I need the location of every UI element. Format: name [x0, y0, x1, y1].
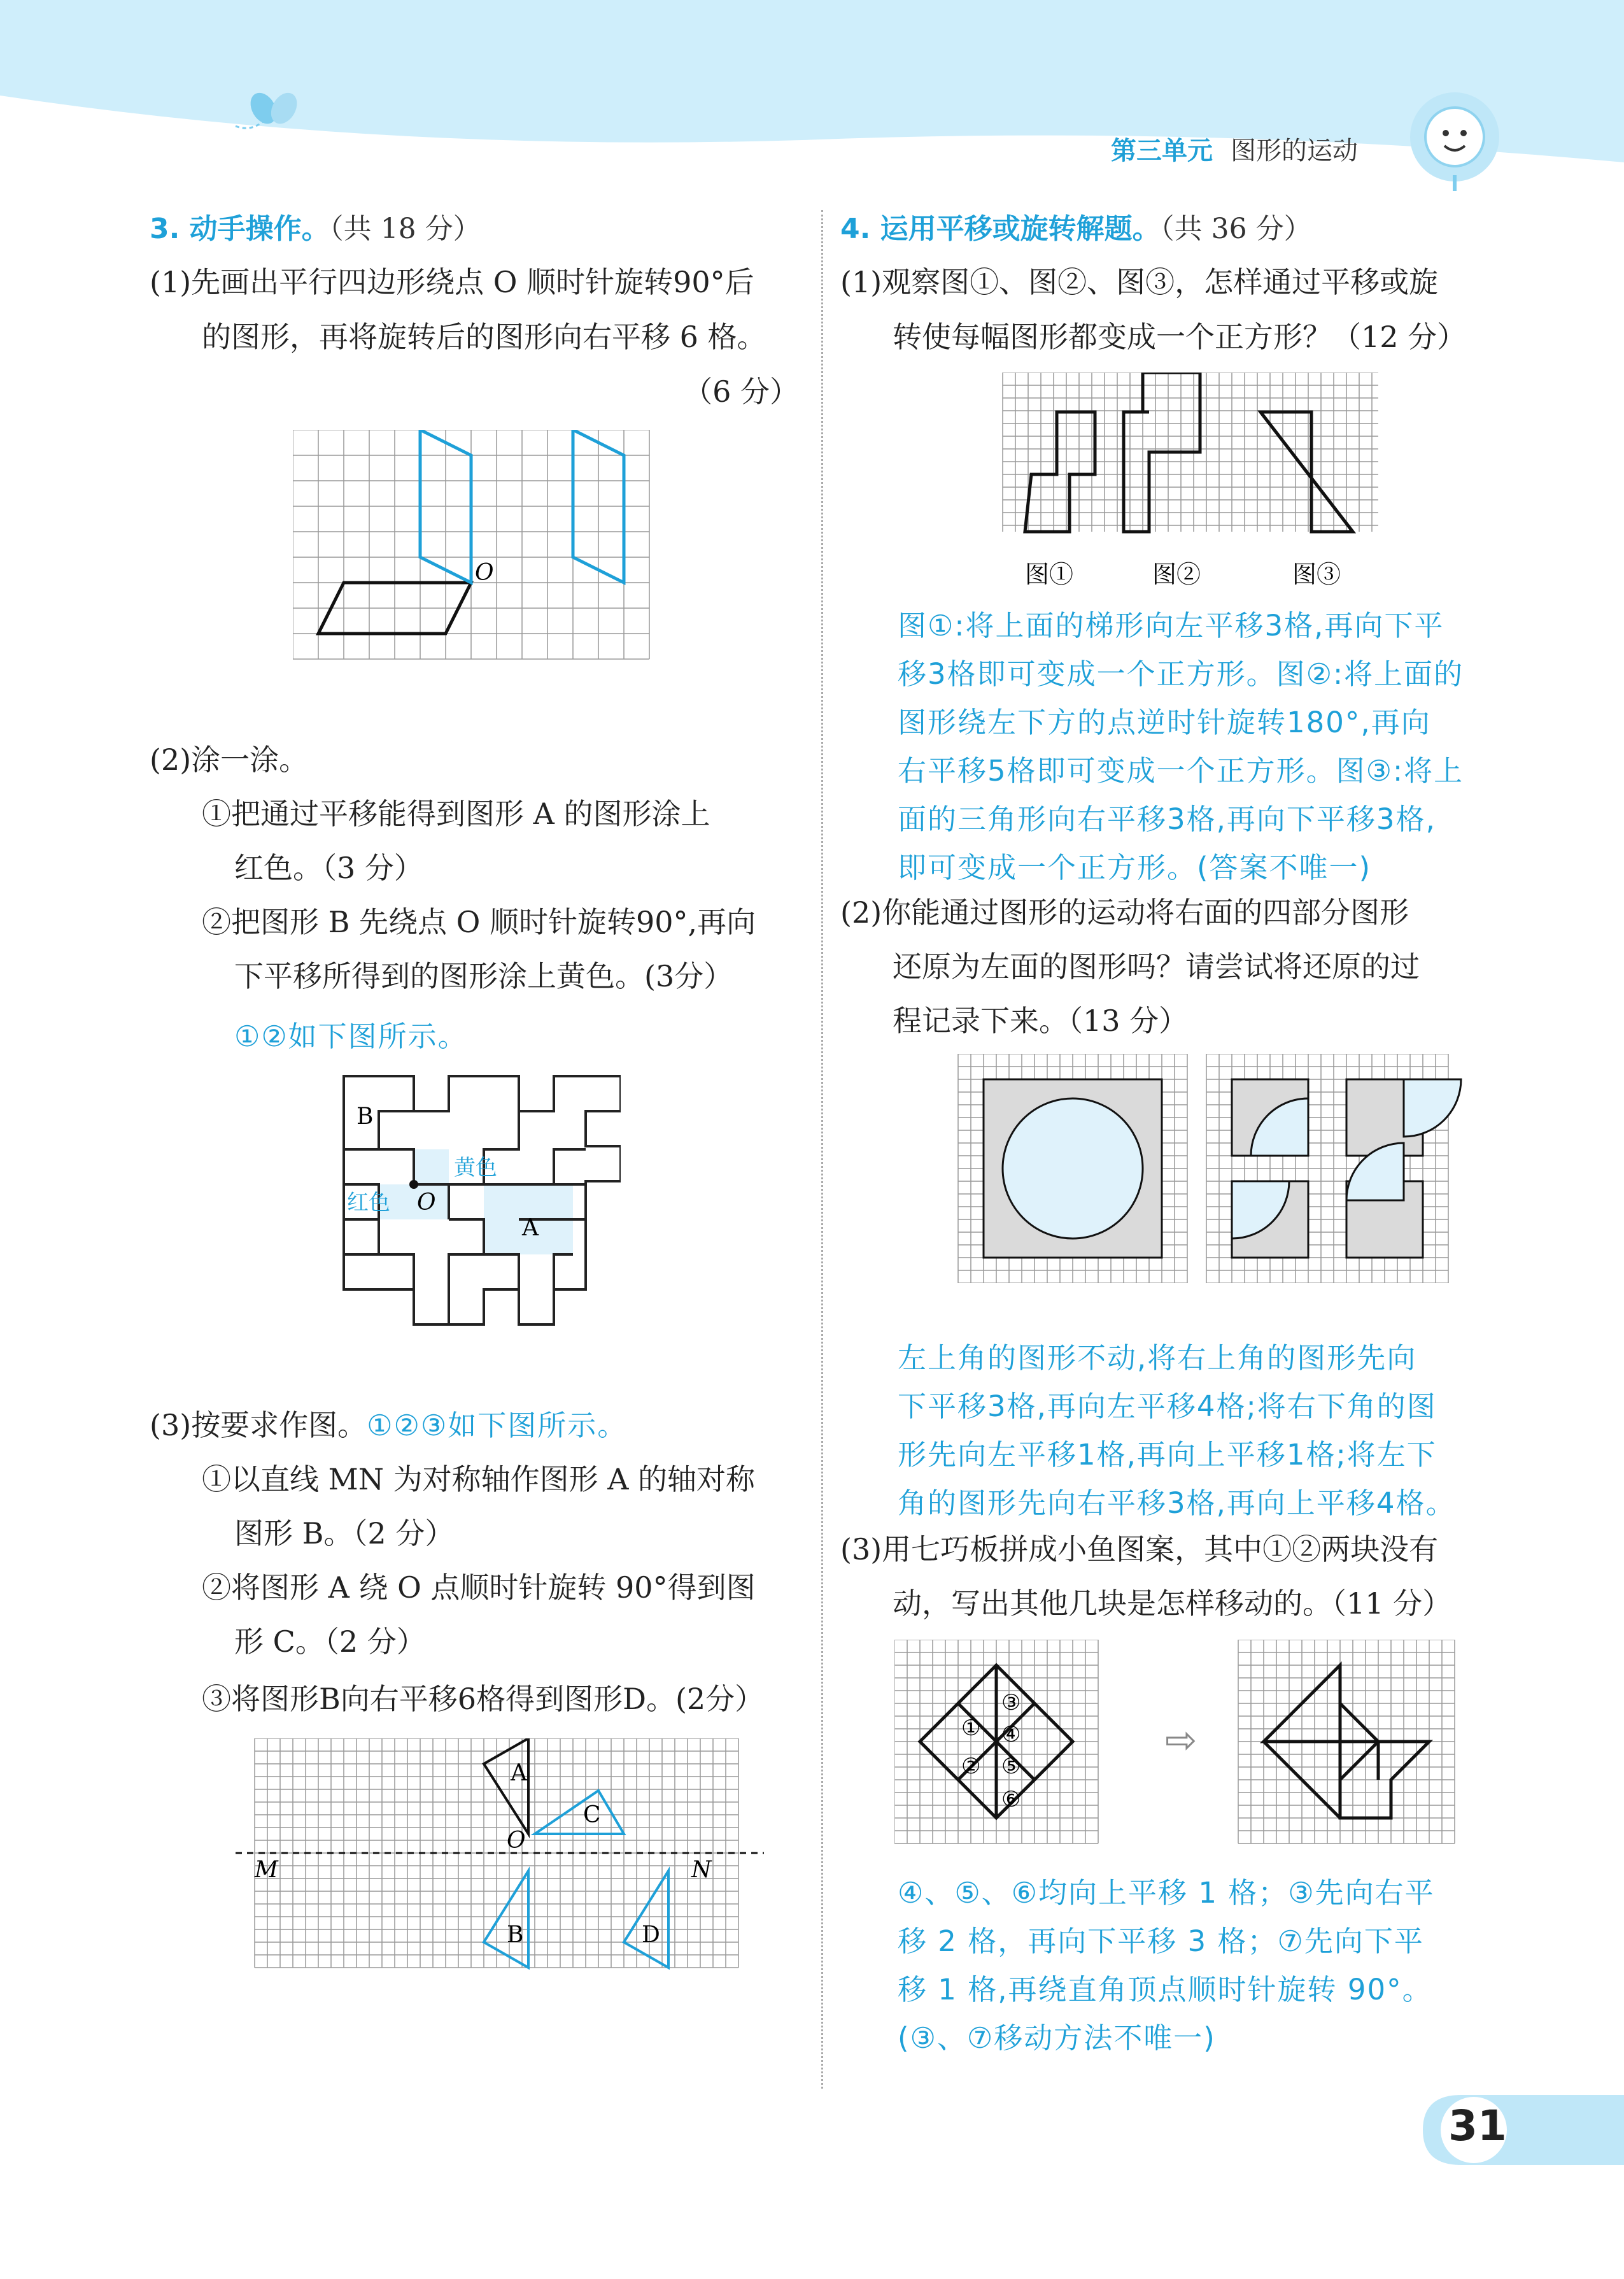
q3-title: 3. 动手操作。（共 18 分）	[150, 213, 481, 245]
q3-p2-b-line2: 下平移所得到的图形涂上黄色。(3分）	[234, 959, 733, 993]
caption-fig1: 图①	[1025, 560, 1074, 588]
q3-p3-a-line2: 图形 B。（2 分）	[234, 1516, 455, 1551]
q4-p1-line2: 转使每幅图形都变成一个正方形？（12 分）	[893, 320, 1467, 354]
q4-p2-line1: (2)你能通过图形的运动将右面的四部分图形	[840, 895, 1409, 930]
q4-p3-line1: (3)用七巧板拼成小鱼图案，其中①②两块没有	[840, 1532, 1439, 1566]
q4-p1-answer: 图①:将上面的梯形向左平移3格,再向下平 移3格即可变成一个正方形。图②:将上面的 图形绕左下方的点逆时针旋转180°,再向 右平移5格即可变成一个正方形。图③:将上 面的三角形向右平移3格,再向下平移3格, 即可变成一个正方形。(答案不唯一)	[898, 609, 1464, 884]
three-shapes-figure	[999, 373, 1381, 608]
label-c: C	[583, 1802, 601, 1828]
arrow-icon: ⇨	[1165, 1718, 1197, 1763]
q3-p1-line1: (1)先画出平行四边形绕点 O 顺时针旋转90°后	[150, 265, 754, 299]
label-a: A	[511, 1760, 527, 1786]
caption-fig2: 图②	[1152, 560, 1201, 588]
q4-title: 4. 运用平移或旋转解题。（共 36 分）	[840, 213, 1312, 245]
unit-label: 第三单元	[1111, 136, 1213, 166]
q4-p3-answer: ④、⑤、⑥均向上平移 1 格；③先向右平 移 2 格，再向下平移 3 格；⑦先向下平 移 1 格,再绕直角顶点顺时针旋转 90°。 (③、⑦移动方法不唯一)	[898, 1876, 1435, 2055]
point-o	[409, 1180, 418, 1189]
label-n: N	[691, 1857, 712, 1883]
label-yellow: 黄色	[454, 1155, 497, 1181]
q3-p3-b-line2: 形 C。（2 分）	[234, 1624, 426, 1659]
q3-p2-b-line1: ②把图形 B 先绕点 O 顺时针旋转90°,再向	[202, 905, 756, 939]
header-title	[1111, 131, 1358, 167]
symmetry-grid-figure	[229, 1738, 770, 1974]
q3-p2-answer: ①②如下图所示。	[234, 1019, 468, 1053]
q3-p3-b-line1: ②将图形 A 绕 O 点顺时针旋转 90°得到图	[202, 1570, 756, 1605]
q3-p2-a-line1: ①把通过平移能得到图形 A 的图形涂上	[202, 797, 710, 831]
q4-p3-line2: 动，写出其他几块是怎样移动的。（11 分）	[893, 1586, 1452, 1621]
label-m: M	[255, 1857, 278, 1883]
svg-text:①: ①	[961, 1715, 981, 1741]
label-b: B	[507, 1922, 524, 1948]
svg-text:③: ③	[1001, 1690, 1021, 1715]
page-number-tab	[1423, 2089, 1624, 2171]
rotation-grid-figure	[293, 430, 656, 665]
q3-p3-a-line1: ①以直线 MN 为对称轴作图形 A 的轴对称	[202, 1462, 756, 1496]
q3-p3-c: ③将图形B向右平移6格得到图形D。(2分）	[202, 1682, 765, 1716]
shape-fig1	[1025, 412, 1095, 532]
fish-shape	[1264, 1665, 1429, 1818]
svg-text:④: ④	[1001, 1722, 1021, 1747]
svg-text:⑤: ⑤	[1001, 1754, 1021, 1779]
q3-p3-answer: ①②③如下图所示。	[367, 1409, 628, 1442]
label-b: B	[357, 1104, 374, 1130]
q3-p2-title: (2)涂一涂。	[150, 742, 309, 777]
column-divider	[821, 210, 823, 2089]
q4-p2-line3: 程记录下来。（13 分）	[893, 1004, 1189, 1038]
label-o: O	[507, 1828, 526, 1854]
shape-fig2	[1124, 373, 1200, 532]
label-d: D	[642, 1922, 660, 1948]
label-o: O	[417, 1189, 436, 1216]
page-number: 31	[1448, 2101, 1507, 2150]
puzzle-figure	[341, 1073, 621, 1328]
svg-text:②: ②	[961, 1754, 981, 1779]
header-banner	[0, 0, 1624, 191]
q3-p1-points: （6 分）	[683, 374, 799, 409]
q3-p2-a-line2: 红色。（3 分）	[234, 851, 423, 885]
label-a: A	[522, 1215, 539, 1241]
question-3	[150, 204, 799, 419]
q3-p3-title-row: (3)按要求作图。①②③如下图所示。	[150, 1408, 628, 1442]
svg-text:⑥: ⑥	[1001, 1787, 1021, 1812]
topic-label: 图形的运动	[1231, 136, 1358, 166]
tangram-figure	[894, 1640, 1493, 1850]
sunflower-icon	[1410, 92, 1499, 191]
yellow-region	[414, 1149, 449, 1184]
q4-p1-line1: (1)观察图①、图②、图③，怎样通过平移或旋	[840, 265, 1439, 299]
original-circle	[1003, 1098, 1143, 1239]
q4-p2-answer: 左上角的图形不动,将右上角的图形先向 下平移3格,再向左平移4格;将右下角的图 形先向左平移1格,再向上平移1格;将左下 角的图形先向右平移3格,再向上平移4格。	[898, 1341, 1456, 1520]
q4-p2-line2: 还原为左面的图形吗？请尝试将还原的过	[893, 949, 1420, 984]
question-4	[840, 204, 1509, 364]
point-o-label: O	[475, 560, 494, 586]
label-red: 红色	[347, 1190, 390, 1216]
circle-puzzle-figure	[952, 1054, 1474, 1283]
q3-p1-line2: 的图形，再将旋转后的图形向右平移 6 格。	[202, 320, 766, 354]
caption-fig3: 图③	[1292, 560, 1341, 588]
